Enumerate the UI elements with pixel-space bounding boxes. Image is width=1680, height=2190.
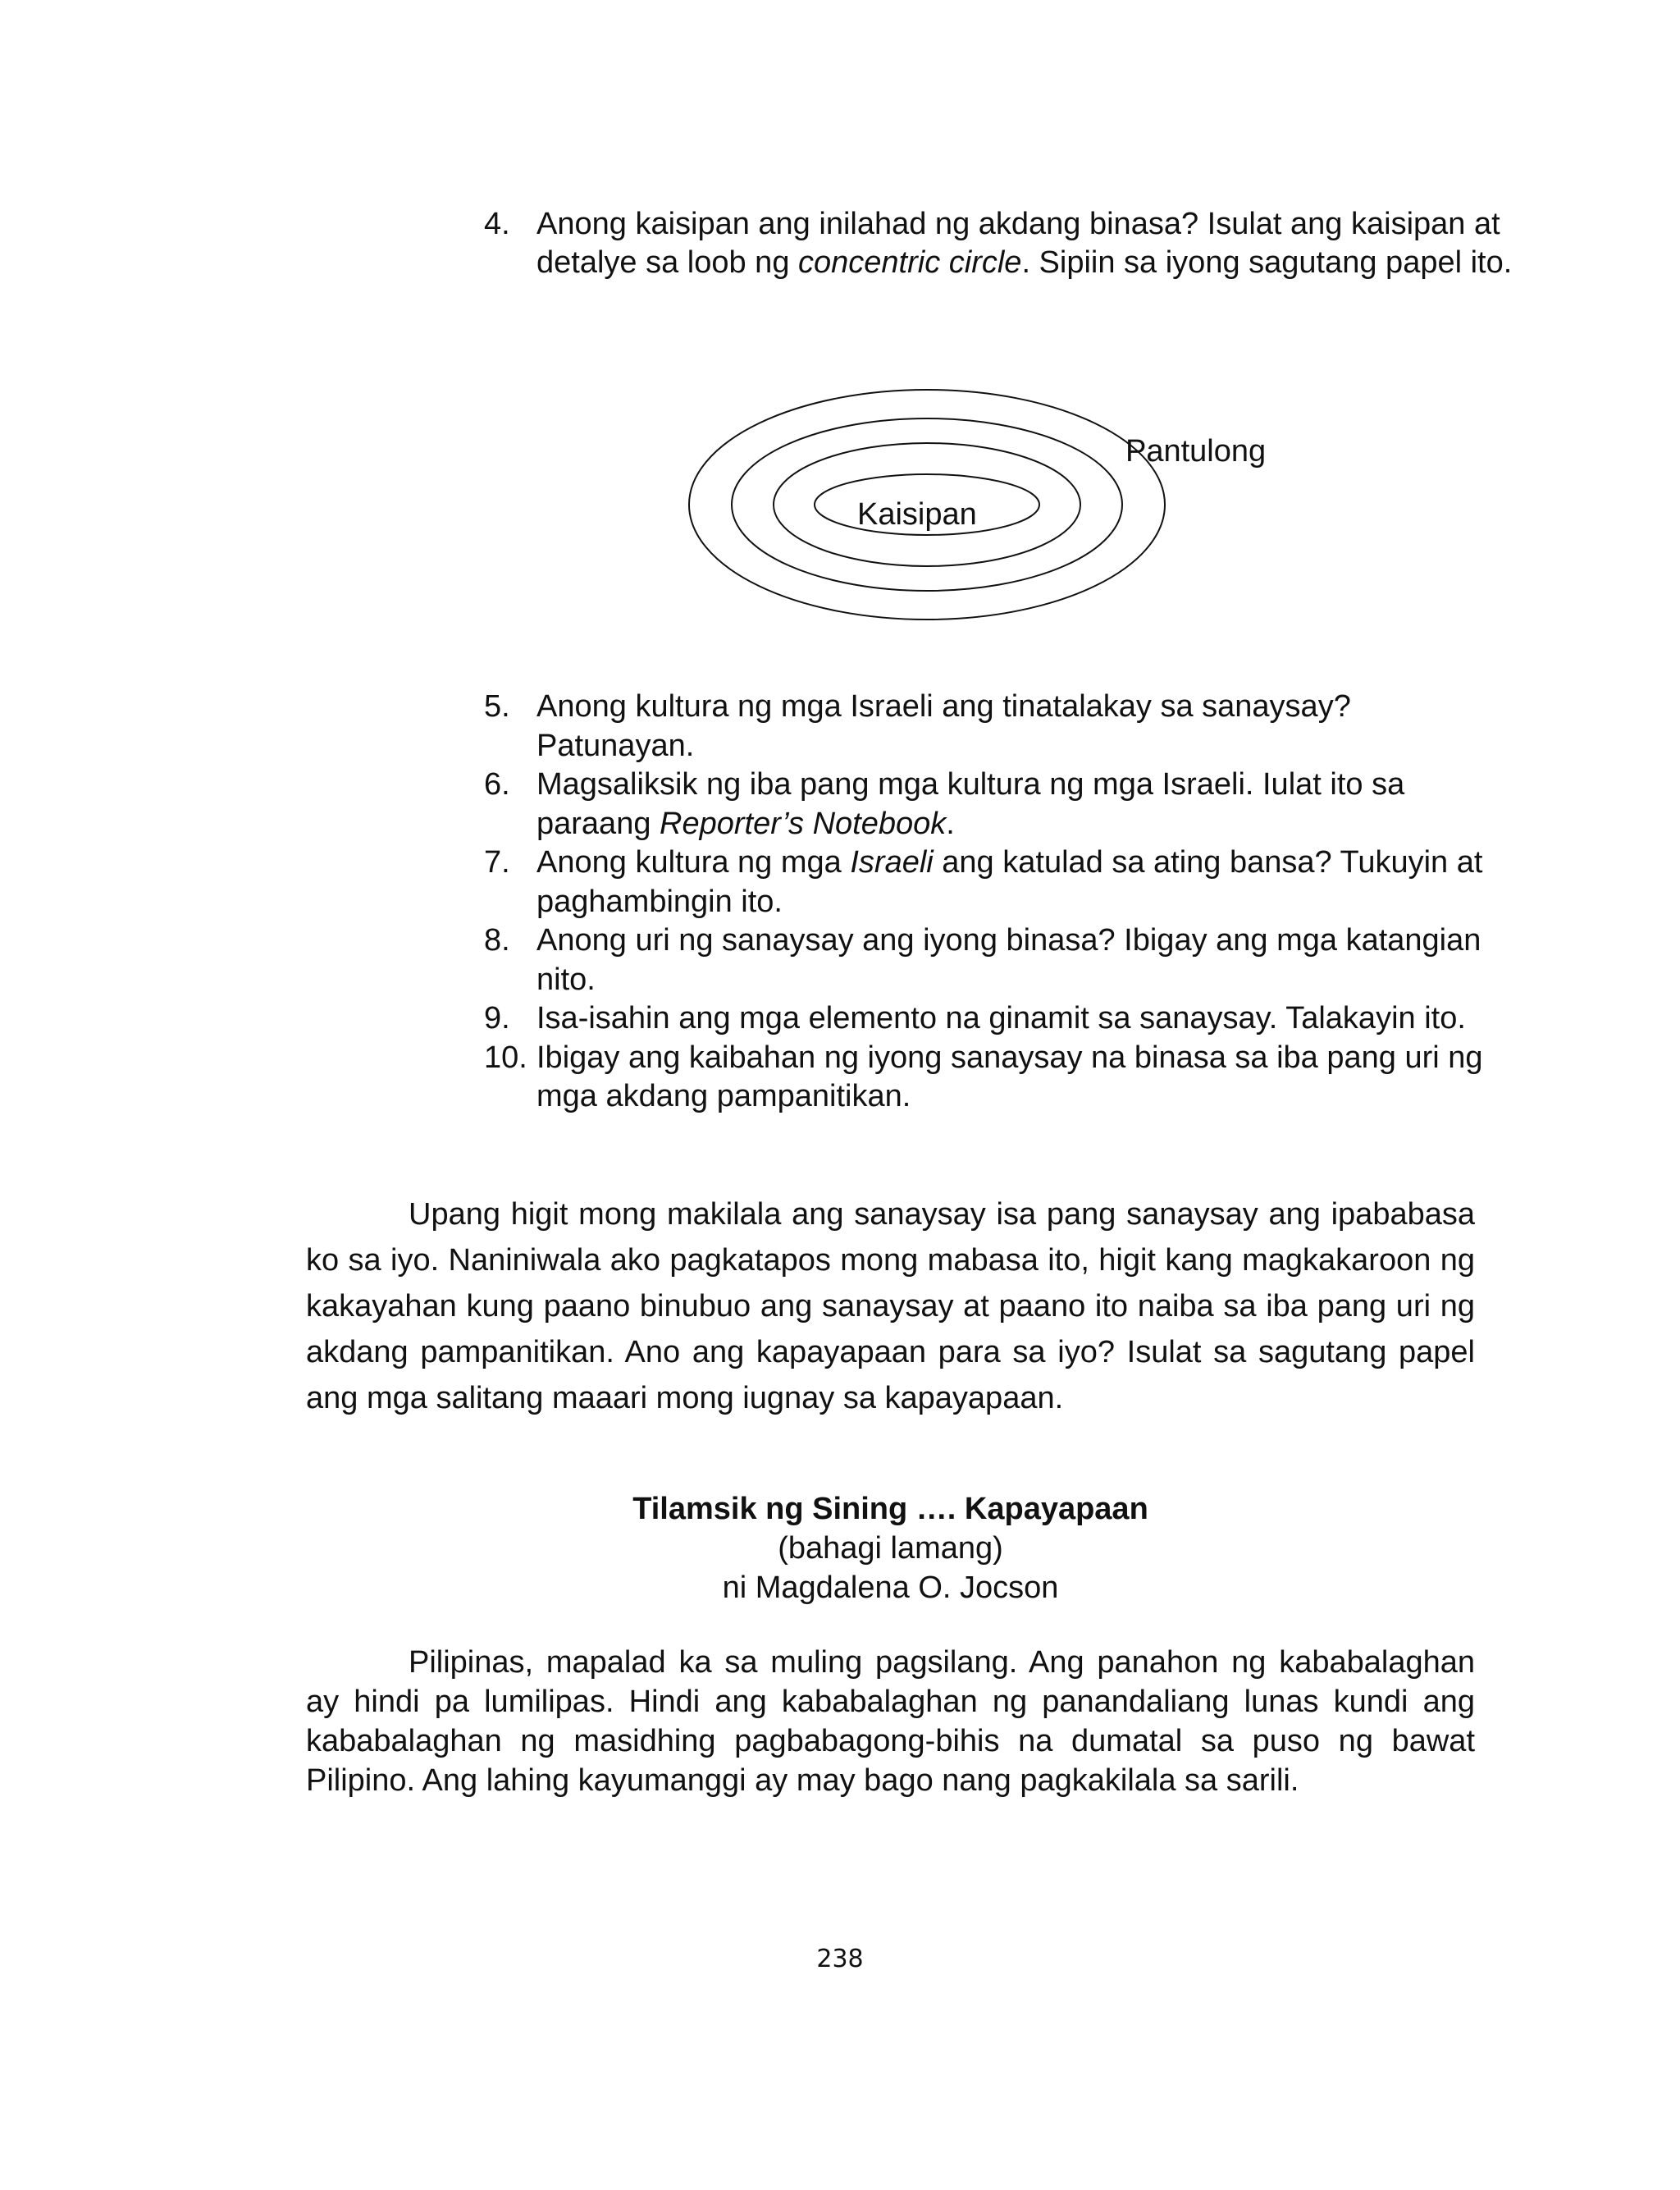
concentric-circle-diagram <box>685 386 1296 640</box>
question-number: 5. <box>484 689 510 724</box>
emphasis-text: Israeli <box>850 845 934 880</box>
question-text: Magsaliksik ng iba pang mga kultura ng mga Israeli. Iulat ito sa paraang Reporter’s Notebook. <box>536 767 1405 841</box>
question-4 <box>484 205 1537 282</box>
question-item <box>484 688 1485 766</box>
question-item <box>484 921 1485 999</box>
essay-subtitle: (bahagi lamang) <box>778 1531 1003 1566</box>
essay-title: Tilamsik ng Sining …. Kapayapaan <box>632 1492 1148 1526</box>
question-text: Anong kultura ng mga Israeli ang tinatalakay sa sanaysay? Patunayan. <box>536 689 1351 763</box>
question-text: Anong uri ng sanaysay ang iyong binasa? Ibigay ang mga katangian nito. <box>536 923 1481 997</box>
intro-paragraph: Upang higit mong makilala ang sanaysay isa pang sanaysay ang ipababasa ko sa iyo. Naniniwala ako pagkatapos mong mabasa ito, higit kang magkakaroon ng kakayahan kung paano binubuo ang sanaysay at paano ito naiba sa iba pang uri ng akdang pampanitikan. Ano ang kapayapaan para sa iyo? Isulat sa sagutang papel ang mga salitang maaari mong iugnay sa kapayapaan. <box>306 1197 1475 1415</box>
question-number: 7. <box>484 845 510 880</box>
pantulong-label: Pantulong <box>1125 434 1267 469</box>
question-number: 4. <box>484 207 510 241</box>
question-text: Isa-isahin ang mga elemento na ginamit sa sanaysay. Talakayin ito. <box>536 1001 1466 1036</box>
question-item <box>484 844 1485 921</box>
kaisipan-label: Kaisipan <box>857 497 977 532</box>
page-number: 238 <box>816 1945 864 1973</box>
question-item <box>484 999 1485 1039</box>
emphasis-text: concentric circle <box>798 245 1022 280</box>
question-text: Anong kultura ng mga Israeli ang katulad sa ating bansa? Tukuyin at paghambingin ito. <box>536 845 1483 919</box>
question-text: Anong kaisipan ang inilahad ng akdang binasa? Isulat ang kaisipan at detalye sa loob ng concentric circle. Sipiin sa iyong sagutang papel ito. <box>536 207 1513 280</box>
question-number: 9. <box>484 1001 510 1036</box>
question-text: Ibigay ang kaibahan ng iyong sanaysay na binasa sa iba pang uri ng mga akdang pampanitikan. <box>536 1040 1483 1113</box>
essay-author: ni Magdalena O. Jocson <box>722 1570 1059 1605</box>
question-item <box>484 1039 1485 1117</box>
concentric-ellipses <box>685 386 1296 640</box>
question-item <box>484 766 1485 844</box>
emphasis-text: Reporter’s Notebook <box>660 806 947 841</box>
question-number: 6. <box>484 767 510 802</box>
essay-heading <box>306 1489 1475 1607</box>
question-number: 8. <box>484 923 510 958</box>
essay-paragraph: Pilipinas, mapalad ka sa muling pagsilang. Ang panahon ng kababalaghan ay hindi pa lumilipas. Hindi ang kababalaghan ng panandaliang lunas kundi ang kababalaghan ng masidhing pagbabagong-bihis na dumatal sa puso ng bawat Pilipino. Ang lahing kayumanggi ay may bago nang pagkakilala sa sarili. <box>306 1645 1475 1798</box>
question-number: 10. <box>484 1040 527 1075</box>
question-list <box>484 688 1485 1117</box>
